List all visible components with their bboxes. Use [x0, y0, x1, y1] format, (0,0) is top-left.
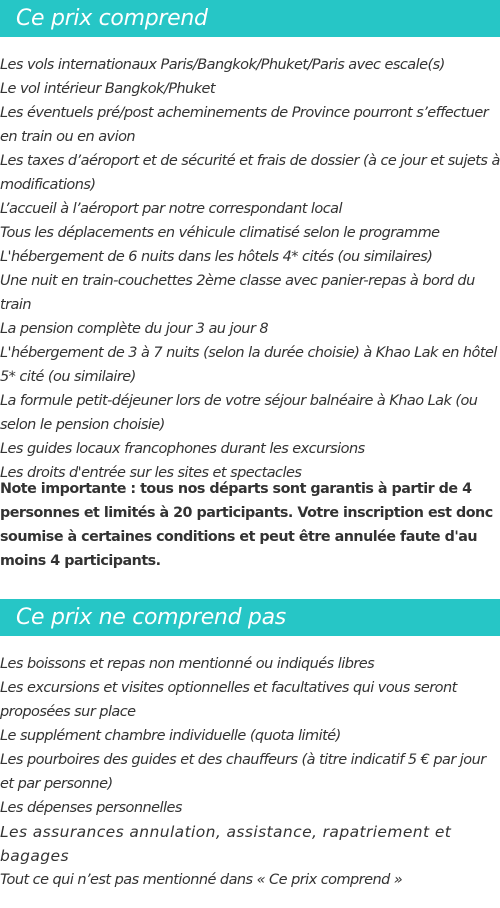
included-item-11: La formule petit-déjeuner lors de votre séjour balnéaire à Khao Lak (ou selon le pension choisie) [0, 393, 478, 433]
included-item-4: Les taxes d’aéroport et de sécurité et frais de dossier (à ce jour et sujets à modifications) [0, 153, 500, 193]
excluded-item-2: Les excursions et visites optionnelles et facultatives qui vous seront proposées sur place [0, 680, 457, 720]
included-item-7: L'hébergement de 6 nuits dans les hôtels 4* cités (ou similaires) [0, 249, 433, 265]
included-item-6: Tous les déplacements en véhicule climatisé selon le programme [0, 225, 440, 241]
included-section-header: Ce prix comprend [0, 0, 500, 37]
excluded-item-5: Les dépenses personnelles [0, 800, 182, 816]
included-item-10: L'hébergement de 3 à 7 nuits (selon la durée choisie) à Khao Lak en hôtel 5* cité (ou similaire) [0, 345, 497, 385]
included-item-5: L’accueil à l’aéroport par notre correspondant local [0, 201, 342, 217]
included-item-8: Une nuit en train-couchettes 2ème classe avec panier-repas à bord du train [0, 273, 475, 313]
included-item-3: Les éventuels pré/post acheminements de Province pourront s’effectuer en train ou en avion [0, 105, 489, 145]
excluded-item-6: Les assurances annulation, assistance, rapatriement et bagages [0, 823, 452, 865]
excluded-item-3: Le supplément chambre individuelle (quota limité) [0, 728, 341, 744]
excluded-list [0, 652, 500, 892]
important-note: Note importante : tous nos départs sont garantis à partir de 4 personnes et limités à 20 participants. Votre inscription est donc soumise à certaines conditions et peut être annulée faute d'au moins 4 participants. [0, 481, 493, 569]
included-item-12: Les guides locaux francophones durant les excursions [0, 441, 365, 457]
excluded-section-header: Ce prix ne comprend pas [0, 599, 500, 636]
excluded-item-7: Tout ce qui n’est pas mentionné dans « Ce prix comprend » [0, 872, 403, 888]
included-list [0, 53, 500, 485]
excluded-item-1: Les boissons et repas non mentionné ou indiqués libres [0, 656, 375, 672]
included-item-9: La pension complète du jour 3 au jour 8 [0, 321, 269, 337]
excluded-item-4: Les pourboires des guides et des chauffeurs (à titre indicatif 5 € par jour et par personne) [0, 752, 486, 792]
included-item-13: Les droits d'entrée sur les sites et spectacles [0, 465, 302, 481]
included-item-2: Le vol intérieur Bangkok/Phuket [0, 81, 216, 97]
included-item-1: Les vols internationaux Paris/Bangkok/Phuket/Paris avec escale(s) [0, 57, 445, 73]
